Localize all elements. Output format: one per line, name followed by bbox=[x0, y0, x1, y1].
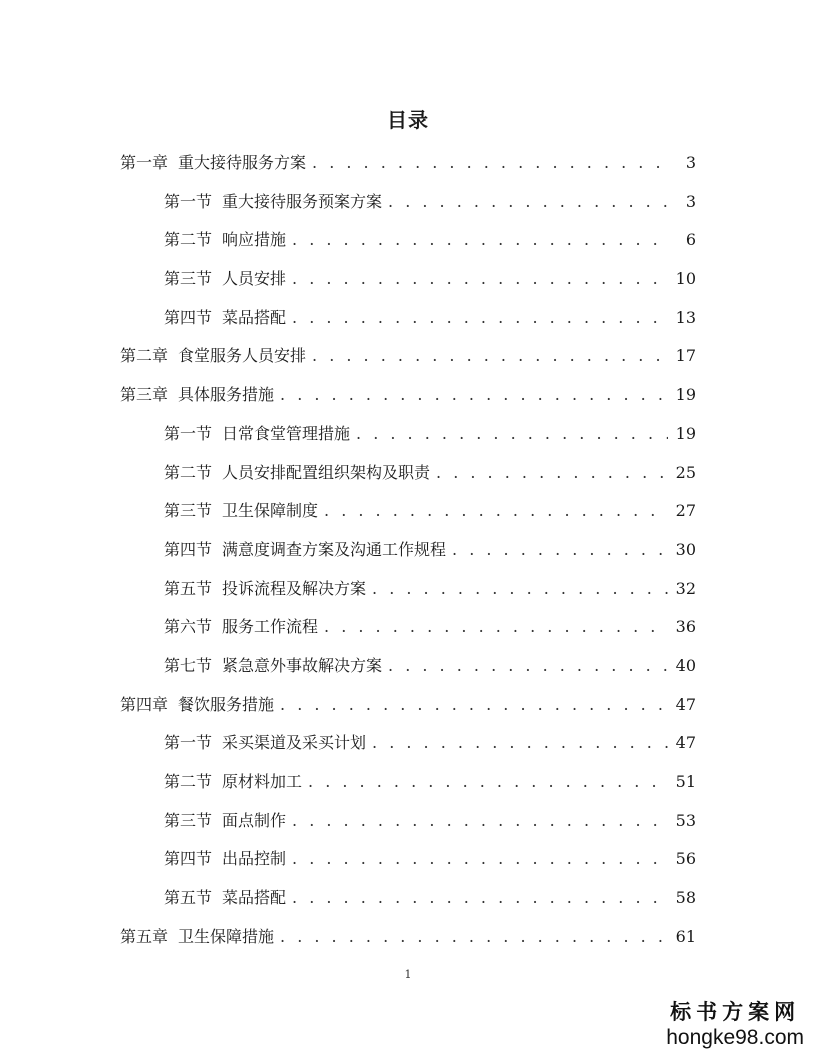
toc-entry-title: 紧急意外事故解决方案 bbox=[222, 655, 383, 675]
toc-entry-label bbox=[164, 570, 366, 609]
toc-section-entry[interactable] bbox=[120, 454, 696, 493]
toc-entry-page: 10 bbox=[675, 269, 696, 289]
toc-entry-label bbox=[164, 879, 286, 918]
toc-entry-page: 47 bbox=[675, 694, 696, 714]
toc-entry-label bbox=[164, 840, 286, 879]
toc-entry-title: 具体服务措施 bbox=[178, 385, 275, 405]
toc-entry-page: 51 bbox=[675, 772, 696, 791]
toc-section-entry[interactable] bbox=[120, 531, 696, 570]
watermark-name: 标书方案网 bbox=[670, 1001, 801, 1024]
toc-entry-title: 餐饮服务措施 bbox=[178, 694, 275, 714]
toc-entry-label bbox=[120, 376, 274, 415]
toc-chapter-entry[interactable] bbox=[120, 337, 696, 376]
toc-entry-page: 17 bbox=[675, 346, 696, 366]
toc-dot-leader bbox=[292, 260, 668, 299]
toc-entry-number: 第三节 bbox=[164, 810, 213, 830]
toc-entry-label bbox=[120, 337, 306, 376]
toc-entry-page: 3 bbox=[685, 153, 696, 172]
toc-entry-page: 27 bbox=[675, 501, 696, 521]
toc-heading: 目录 bbox=[387, 108, 429, 132]
toc-entry-page: 6 bbox=[685, 230, 696, 250]
toc-entry-page: 58 bbox=[675, 888, 696, 908]
toc-section-entry[interactable] bbox=[120, 492, 696, 531]
toc-entry-page: 13 bbox=[675, 307, 696, 327]
toc-entry-title: 重大接待服务方案 bbox=[178, 153, 307, 172]
toc-entry-title: 日常食堂管理措施 bbox=[222, 423, 351, 443]
toc-dot-leader bbox=[388, 183, 668, 222]
toc-entry-page: 53 bbox=[675, 810, 696, 830]
toc-section-entry[interactable] bbox=[120, 840, 696, 879]
toc-entry-page: 40 bbox=[675, 655, 696, 675]
toc-section-entry[interactable] bbox=[120, 608, 696, 647]
toc-dot-leader bbox=[372, 724, 668, 763]
toc-entry-number: 第二节 bbox=[164, 772, 213, 791]
toc-entry-page: 47 bbox=[675, 733, 696, 753]
toc-chapter-entry[interactable] bbox=[120, 376, 696, 415]
toc-entry-title: 投诉流程及解决方案 bbox=[222, 578, 367, 598]
toc-entry-page: 25 bbox=[675, 462, 696, 482]
toc-entry-label bbox=[164, 415, 350, 454]
toc-dot-leader bbox=[292, 879, 668, 918]
toc-entry-title: 卫生保障制度 bbox=[222, 501, 319, 521]
toc-entry-label bbox=[164, 763, 302, 802]
toc-entry-page: 36 bbox=[675, 617, 696, 637]
toc-entry-label bbox=[164, 260, 286, 299]
toc-entry-number: 第二节 bbox=[164, 230, 213, 250]
toc-entry-title: 采买渠道及采买计划 bbox=[222, 733, 367, 753]
toc-section-entry[interactable] bbox=[120, 260, 696, 299]
toc-entry-number: 第四节 bbox=[164, 307, 213, 327]
toc-entry-title: 响应措施 bbox=[222, 230, 287, 250]
toc-entry-title: 满意度调查方案及沟通工作规程 bbox=[222, 539, 447, 559]
toc-entry-label bbox=[164, 492, 318, 531]
toc-entry-label bbox=[164, 221, 286, 260]
toc-entry-title: 食堂服务人员安排 bbox=[178, 346, 307, 366]
toc-entry-page: 61 bbox=[675, 926, 696, 946]
toc-entry-number: 第三节 bbox=[164, 269, 213, 289]
toc-dot-leader bbox=[312, 337, 668, 376]
toc-entry-number: 第一节 bbox=[164, 733, 213, 753]
toc-entry-number: 第三章 bbox=[120, 385, 169, 405]
toc-entry-page: 32 bbox=[675, 578, 696, 598]
toc-section-entry[interactable] bbox=[120, 183, 696, 222]
toc-dot-leader bbox=[372, 570, 668, 609]
toc-dot-leader bbox=[292, 840, 668, 879]
toc-entry-title: 人员安排 bbox=[222, 269, 287, 289]
toc-entry-title: 菜品搭配 bbox=[222, 307, 287, 327]
toc-entry-number: 第一节 bbox=[164, 191, 213, 211]
toc-dot-leader bbox=[388, 647, 668, 686]
toc-entry-title: 出品控制 bbox=[222, 849, 287, 869]
toc-dot-leader bbox=[452, 531, 668, 570]
toc-section-entry[interactable] bbox=[120, 570, 696, 609]
toc-section-entry[interactable] bbox=[120, 221, 696, 260]
toc-entry-number: 第四节 bbox=[164, 849, 213, 869]
toc-section-entry[interactable] bbox=[120, 299, 696, 338]
toc-dot-leader bbox=[356, 415, 668, 454]
toc-entry-label bbox=[120, 686, 274, 725]
toc-entry-number: 第五节 bbox=[164, 578, 213, 598]
toc-entry-title: 人员安排配置组织架构及职责 bbox=[222, 462, 431, 482]
watermark-logo bbox=[666, 1000, 804, 1050]
toc-entry-title: 卫生保障措施 bbox=[178, 926, 275, 946]
toc-chapter-entry[interactable] bbox=[120, 144, 696, 183]
toc-entry-page: 3 bbox=[685, 191, 696, 211]
toc-section-entry[interactable] bbox=[120, 879, 696, 918]
toc-entry-page: 19 bbox=[675, 385, 696, 405]
toc-entry-label bbox=[164, 608, 318, 647]
toc-entry-title: 菜品搭配 bbox=[222, 888, 287, 908]
toc-section-entry[interactable] bbox=[120, 724, 696, 763]
toc-entry-title: 服务工作流程 bbox=[222, 617, 319, 637]
toc-dot-leader bbox=[324, 492, 668, 531]
toc-entry-label bbox=[164, 724, 366, 763]
toc-entry-title: 重大接待服务预案方案 bbox=[222, 191, 383, 211]
toc-dot-leader bbox=[436, 454, 668, 493]
toc-entry-label bbox=[164, 531, 446, 570]
toc-section-entry[interactable] bbox=[120, 763, 696, 802]
toc-chapter-entry[interactable] bbox=[120, 918, 696, 957]
toc-entry-number: 第六节 bbox=[164, 617, 213, 637]
toc-entry-label bbox=[120, 144, 306, 183]
toc-entry-label bbox=[164, 299, 286, 338]
toc-entry-label bbox=[164, 454, 430, 493]
toc-dot-leader bbox=[280, 376, 668, 415]
toc-dot-leader bbox=[292, 802, 668, 841]
toc-entry-page: 56 bbox=[675, 849, 696, 869]
toc-dot-leader bbox=[280, 686, 668, 725]
toc-entry-number: 第七节 bbox=[164, 655, 213, 675]
toc-entry-number: 第一章 bbox=[120, 153, 169, 172]
toc-dot-leader bbox=[292, 299, 668, 338]
toc-entry-label bbox=[164, 802, 286, 841]
toc-section-entry[interactable] bbox=[120, 415, 696, 454]
watermark-url: hongke98.com bbox=[666, 1026, 804, 1049]
toc-dot-leader bbox=[292, 221, 668, 260]
toc-entry-number: 第二节 bbox=[164, 462, 213, 482]
toc-dot-leader bbox=[324, 608, 668, 647]
toc-entry-label bbox=[120, 918, 274, 957]
toc-entry-number: 第二章 bbox=[120, 346, 169, 366]
toc-entry-page: 19 bbox=[675, 423, 696, 443]
toc-entry-title: 原材料加工 bbox=[222, 772, 303, 791]
toc-entry-label bbox=[164, 183, 382, 222]
page-number: 1 bbox=[404, 968, 412, 981]
toc-section-entry[interactable] bbox=[120, 647, 696, 686]
toc-section-entry[interactable] bbox=[120, 802, 696, 841]
toc-entry-number: 第四章 bbox=[120, 694, 169, 714]
toc-dot-leader bbox=[308, 763, 668, 802]
toc-entry-title: 面点制作 bbox=[222, 810, 287, 830]
toc-dot-leader bbox=[312, 144, 668, 183]
toc-dot-leader bbox=[280, 918, 668, 957]
toc-entry-number: 第三节 bbox=[164, 501, 213, 521]
toc-entry-number: 第一节 bbox=[164, 423, 213, 443]
toc-entry-number: 第五章 bbox=[120, 926, 169, 946]
toc-entry-number: 第五节 bbox=[164, 888, 213, 908]
toc-entry-page: 30 bbox=[675, 539, 696, 559]
toc-entry-label bbox=[164, 647, 382, 686]
toc-chapter-entry[interactable] bbox=[120, 686, 696, 725]
toc-entry-number: 第四节 bbox=[164, 539, 213, 559]
table-of-contents bbox=[120, 144, 696, 956]
